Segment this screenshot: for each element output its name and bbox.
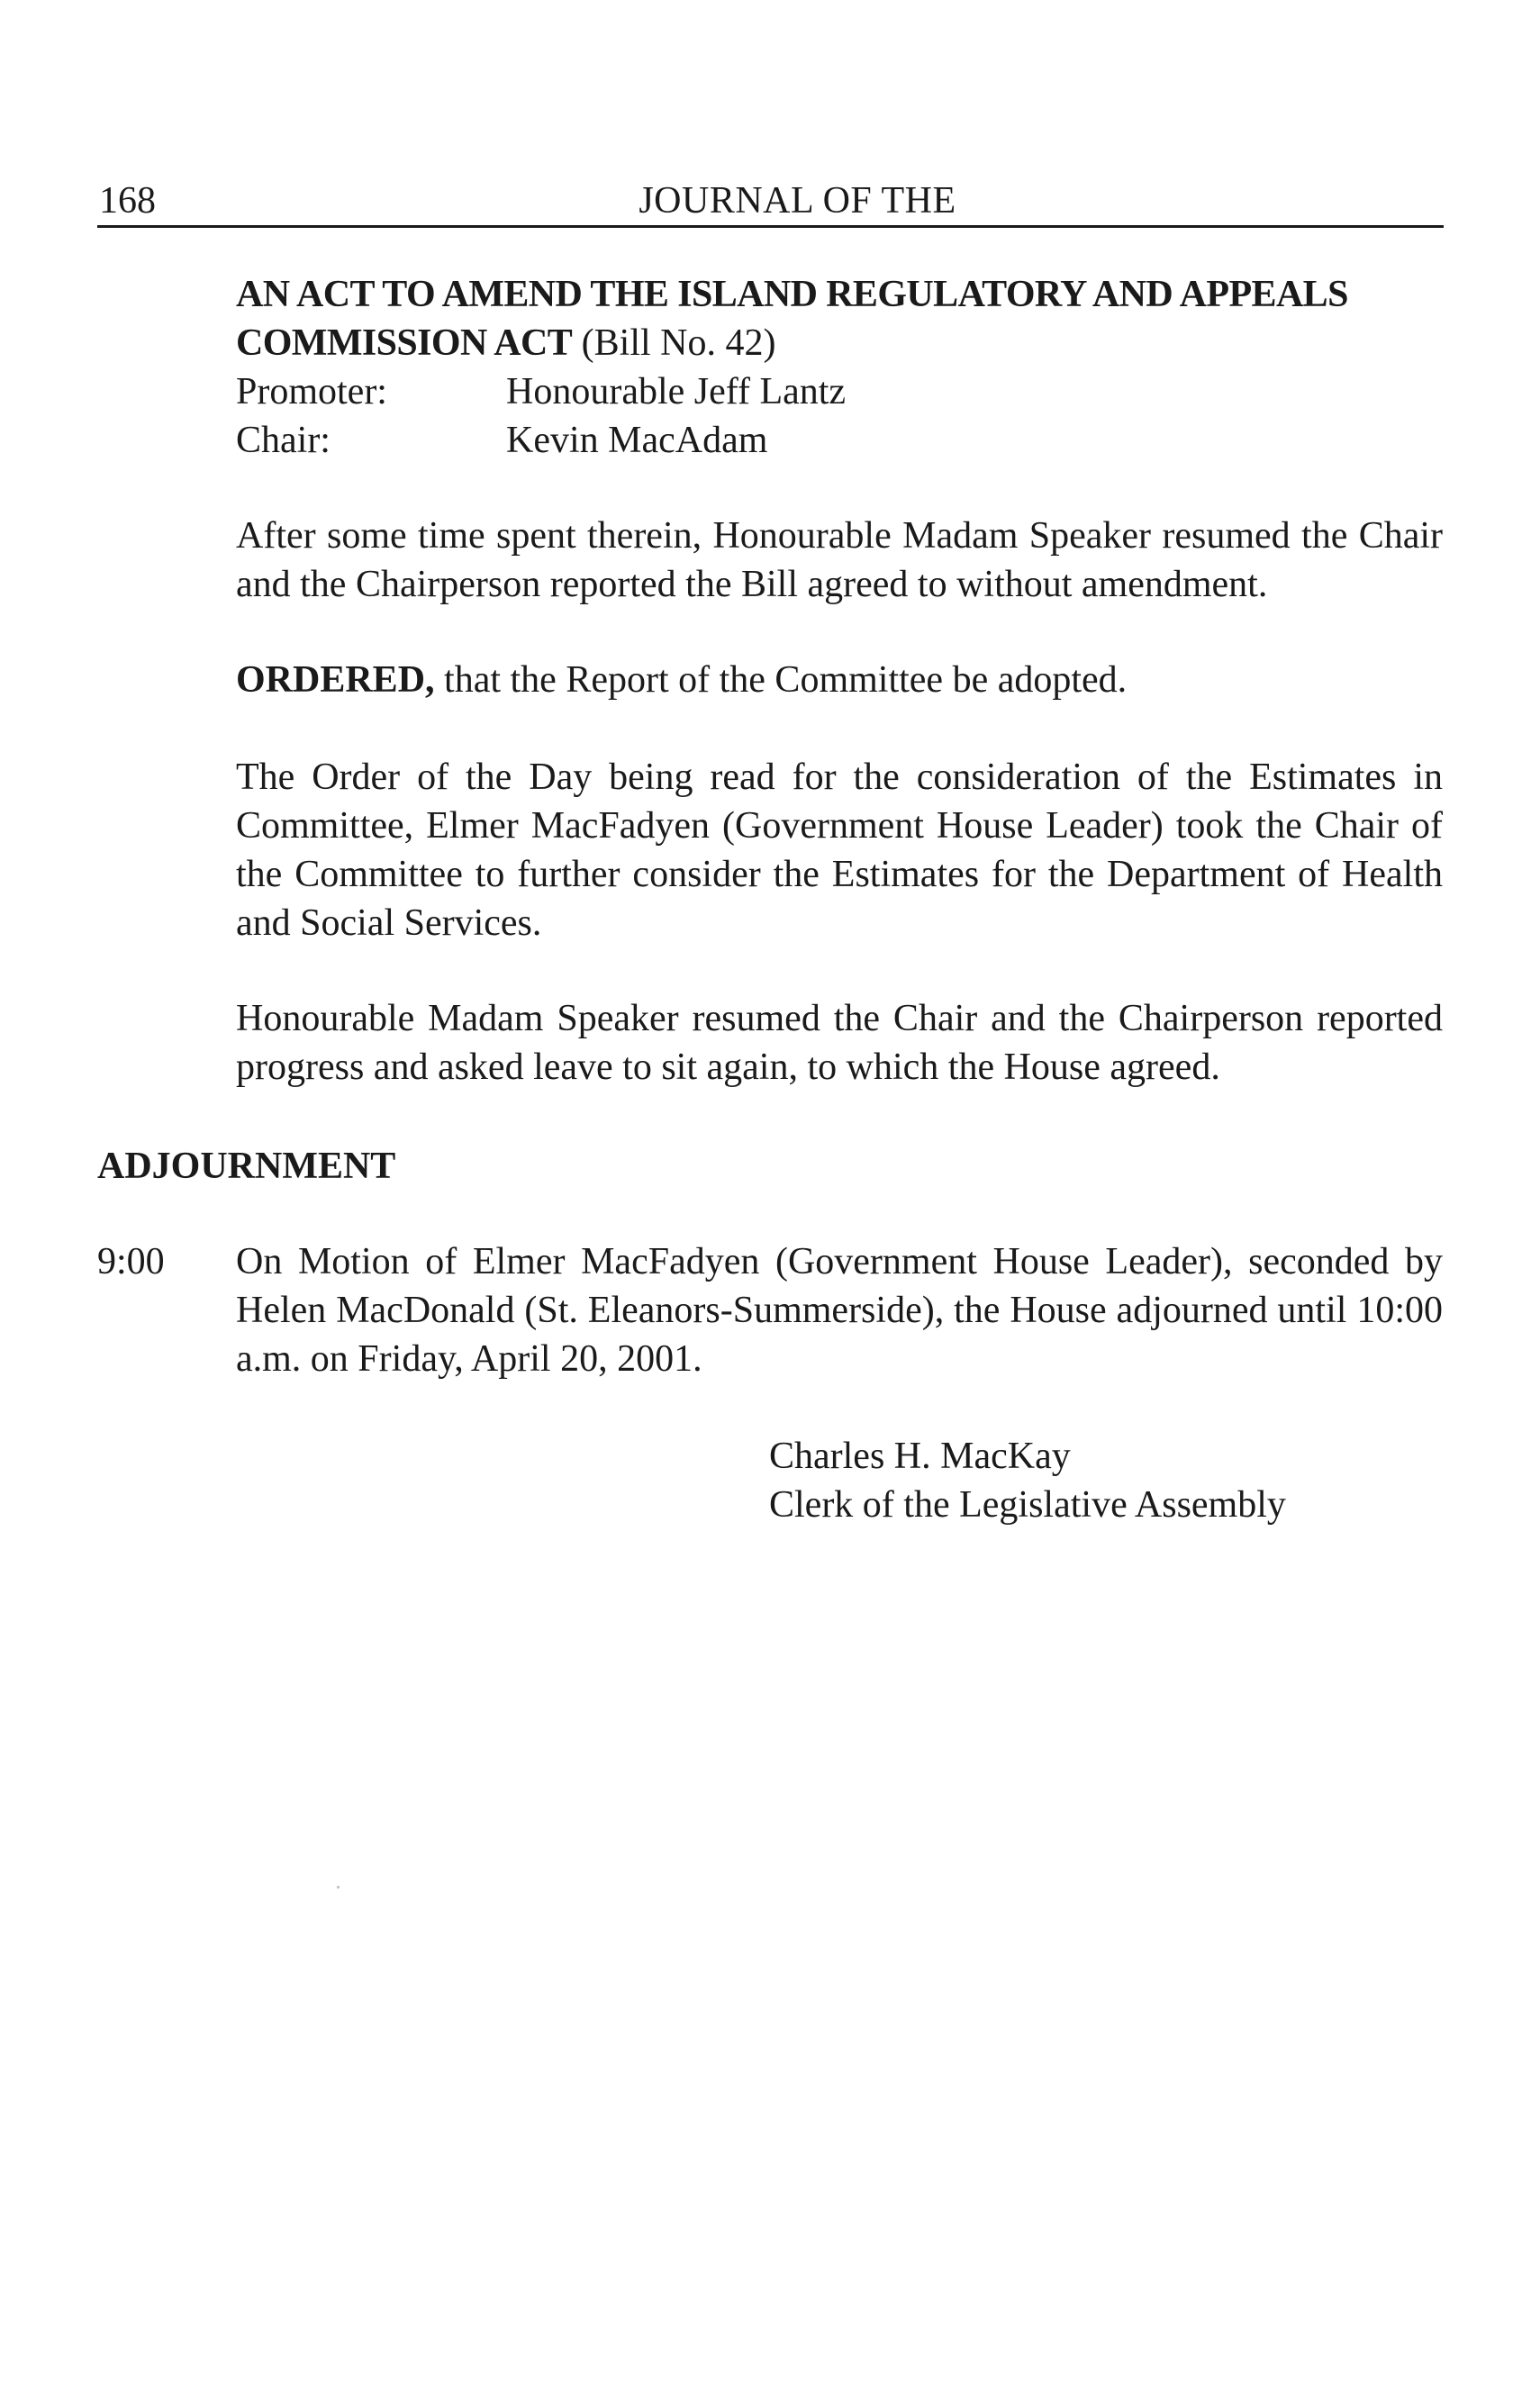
bill-number: (Bill No. 42) [572, 322, 776, 364]
report-paragraph: After some time spent therein, Honourable Madam Speaker resumed the Chair and the Chairperson reported the Bill agreed to without amendment. [236, 515, 1443, 605]
chair-label: Chair: [236, 420, 331, 461]
estimates-paragraph: The Order of the Day being read for the consideration of the Estimates in Committee, Elmer MacFadyen (Government House Leader) took the Chair of the Committee to further consider the Estimates for the Department of Health and Social Services. [236, 757, 1443, 944]
page-number: 168 [99, 180, 156, 222]
adjournment-paragraph: On Motion of Elmer MacFadyen (Government House Leader), seconded by Helen MacDonald (St. Eleanors-Summerside), the House adjourned until 10:00 a.m. on Friday, April 20, 2001. [236, 1241, 1443, 1380]
progress-paragraph: Honourable Madam Speaker resumed the Chair and the Chairperson reported progress and asked leave to sit again, to which the House agreed. [236, 998, 1443, 1088]
chair-line [236, 416, 767, 465]
page-header [97, 160, 1444, 228]
promoter-value: Honourable Jeff Lantz [506, 371, 847, 412]
running-title: JOURNAL OF THE [639, 180, 956, 222]
promoter-label: Promoter: [236, 371, 387, 412]
adjournment-heading: ADJOURNMENT [97, 1146, 396, 1187]
ordered-label: ORDERED, [236, 659, 435, 701]
signature-block [769, 1432, 1286, 1529]
signatory-name: Charles H. MacKay [769, 1436, 1071, 1477]
signatory-title: Clerk of the Legislative Assembly [769, 1484, 1286, 1526]
adjournment-time: 9:00 [97, 1241, 165, 1282]
ordered-text: that the Report of the Committee be adopted. [434, 659, 1128, 701]
bill-title-bold: AN ACT TO AMEND THE ISLAND REGULATORY AND APPEALS COMMISSION ACT [236, 274, 1348, 364]
bill-title [236, 270, 1447, 367]
scan-speck [337, 1886, 340, 1889]
promoter-line [236, 367, 846, 416]
ordered-paragraph [236, 656, 1443, 704]
chair-value: Kevin MacAdam [506, 420, 768, 461]
